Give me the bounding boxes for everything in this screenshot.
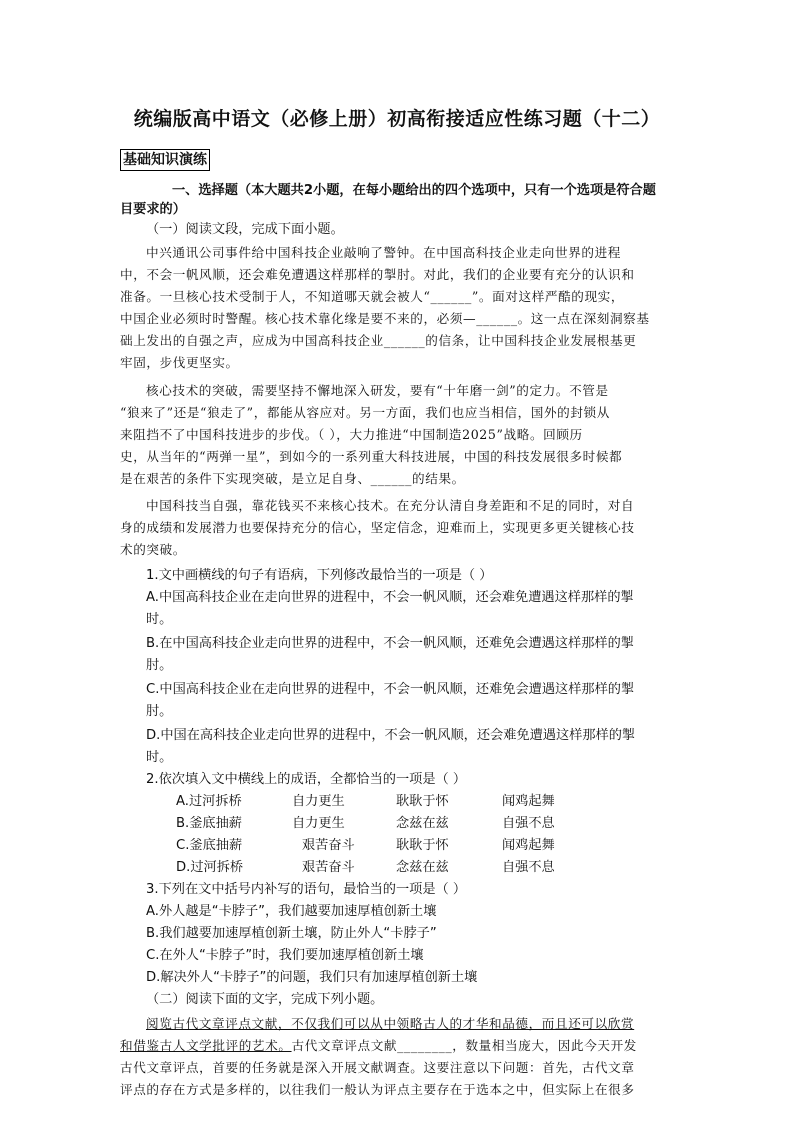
q3-option-d: D.解决外人“卡脖子”的问题，我们只有加速厚植创新土壤 (146, 970, 478, 985)
passage1-line: 准备。一旦核心技术受制于人，不知道哪天就会被人“______”。面对这样严酷的现实， (120, 289, 625, 304)
q1-option-c-cont: 肘。 (146, 704, 173, 719)
passage1-line: 是在艰苦的条件下实现突破，是立足自身、______的结果。 (120, 471, 465, 486)
q1-option-a: A.中国高科技企业在走向世界的进程中，不会一帆风顺，还会难免遭遇这样那样的掣 (146, 590, 634, 605)
passage1-line: 史，从当年的“两弹一星”，到如今的一系列重大科技进展，中国的科技发展很多时候都 (120, 449, 623, 464)
sub1-intro: （一）阅读文段，完成下面小题。 (146, 222, 344, 237)
q2-cell: D.过河拆桥 (176, 860, 244, 875)
q1-option-d-cont: 时。 (146, 750, 173, 765)
q2-cell: 艰苦奋斗 (302, 838, 355, 853)
q2-cell: 耿耿于怀 (396, 838, 449, 853)
q2-cell: B.釜底抽薪 (176, 816, 242, 831)
q2-option-row (176, 858, 555, 878)
q2-cell: 念兹在兹 (396, 816, 449, 831)
q2-option-row (176, 792, 555, 812)
q2-cell: 自强不息 (502, 816, 555, 831)
q3-option-b: B.我们越要加速厚植创新土壤，防止外人“卡脖子” (146, 926, 437, 941)
passage1-line: 中，不会一帆风顺，还会难免遭遇这样那样的掣肘。对此，我们的企业要有充分的认识和 (120, 267, 635, 282)
section-label: 基础知识演练 (120, 149, 210, 171)
q2-cell: 艰苦奋斗 (302, 860, 355, 875)
q2-option-row (176, 836, 555, 856)
q1-option-b: B.在中国高科技企业走向世界的进程中，不会一帆风顺，还难免会遭遇这样那样的掣 (146, 636, 634, 651)
passage1-line: 牢固，步伐更坚实。 (120, 355, 239, 370)
passage2-line: 古代文章评点，首要的任务就是深入开展文献调查。这要注意以下问题：首先，古代文章 (120, 1060, 635, 1075)
q2-cell: C.釜底抽薪 (176, 838, 243, 853)
q2-option-row (176, 814, 555, 834)
q3-option-a: A.外人越是“卡脖子”，我们越要加速厚植创新土壤 (146, 904, 437, 919)
q2-cell: 自力更生 (292, 794, 345, 809)
passage2-text: 古代文章评点文献________，数量相当庞大，因此今天开发 (291, 1038, 637, 1053)
q1-option-c: C.中国高科技企业在走向世界的进程中，不会一帆风顺，还难免会遭遇这样那样的掣 (146, 682, 635, 697)
passage2-line (120, 1036, 695, 1056)
sub2-intro: （二）阅读下面的文字，完成下列小题。 (146, 992, 384, 1007)
page-title: 统编版高中语文（必修上册）初高衔接适应性练习题（十二） (133, 108, 661, 130)
q1-option-b-cont: 肘。 (146, 658, 173, 673)
passage1-line: 中国科技当自强，靠花钱买不来核心技术。在充分认清自身差距和不足的同时，对自 (146, 498, 635, 513)
q2-cell: 闻鸡起舞 (502, 794, 555, 809)
q2-cell: 自强不息 (502, 860, 555, 875)
passage2-line (120, 1014, 721, 1034)
underlined-sentence: 阅览古代文章评点文献，不仅我们可以从中领略古人的才华和品德，而且还可以欣赏 (146, 1016, 635, 1031)
q3-option-c: C.在外人“卡脖子”时，我们要加速厚植创新土壤 (146, 948, 424, 963)
passage1-line: 身的成绩和发展潜力也要保持充分的信心，坚定信念，迎难而上，实现更多更关键核心技 (120, 520, 635, 535)
part1-heading-line2: 目要求的） (120, 202, 186, 217)
passage1-line: 中国企业必须时时警醒。核心技术靠化缘是要不来的，必须—______。这一点在深刻洞察基 (120, 311, 650, 326)
q3-stem: 3.下列在文中括号内补写的语句，最恰当的一项是（ ） (146, 882, 467, 897)
underlined-sentence: 和借鉴古人文学批评的艺术。 (120, 1038, 292, 1053)
passage1-line: 核心技术的突破，需要坚持不懈地深入研发，要有“十年磨一剑”的定力。不管是 (146, 383, 609, 398)
q2-cell: 闻鸡起舞 (502, 838, 555, 853)
q2-stem: 2.依次填入文中横线上的成语，全都恰当的一项是（ ） (146, 772, 467, 787)
passage1-line: 中兴通讯公司事件给中国科技企业敲响了警钟。在中国高科技企业走向世界的进程 (146, 245, 621, 260)
part1-heading-line1: 一、选择题（本大题共2小题，在每小题给出的四个选项中，只有一个选项是符合题 (172, 183, 656, 198)
q2-cell: 念兹在兹 (396, 860, 449, 875)
passage2-line: 评点的存在方式是多样的，以往我们一般认为评点主要存在于选本之中，但实际上在很多 (120, 1082, 635, 1097)
q2-cell: A.过河拆桥 (176, 794, 242, 809)
passage1-line: “狼来了”还是“狼走了”，都能从容应对。另一方面，我们也应当相信，国外的封锁从 (120, 405, 610, 420)
q2-cell: 自力更生 (292, 816, 345, 831)
passage1-line: 术的突破。 (120, 542, 186, 557)
q1-option-d: D.中国在高科技企业走向世界的进程中，不会一帆风顺，还会难免遭遇这样那样的掣 (146, 728, 636, 743)
q1-stem: 1.文中画横线的句子有语病，下列修改最恰当的一项是（ ） (146, 568, 493, 583)
q1-option-a-cont: 时。 (146, 612, 173, 627)
q2-cell: 耿耿于怀 (396, 794, 449, 809)
passage1-line: 来阻挡不了中国科技进步的步伐。（ ），大力推进“中国制造2025”战略。回顾历 (120, 427, 583, 442)
passage1-line: 础上发出的自强之声，应成为中国高科技企业______的信条，让中国科技企业发展根基更 (120, 333, 637, 348)
